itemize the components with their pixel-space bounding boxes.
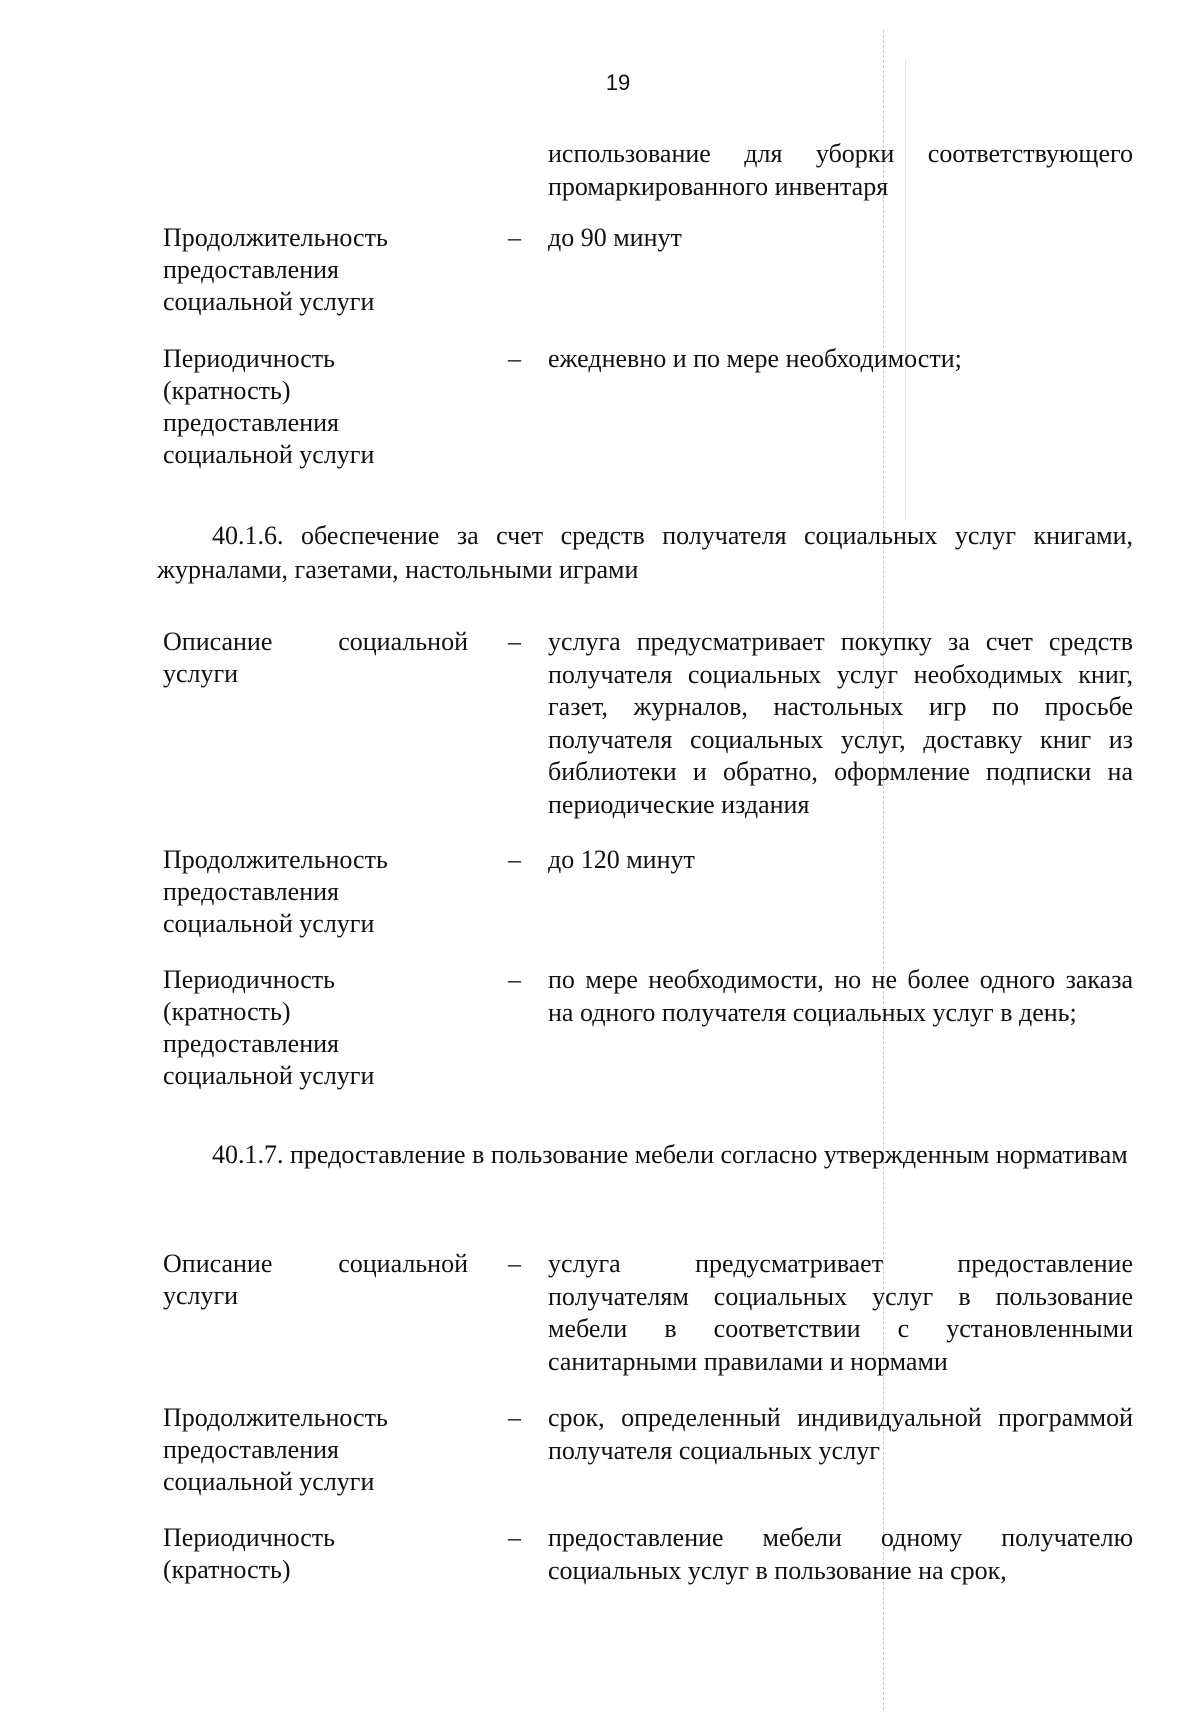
duration-label: Продолжительность предоставления социальной услуги <box>163 223 388 316</box>
scan-artifact-line <box>905 60 906 520</box>
description-value: услуга предусматривает предоставление получателям социальных услуг в пользование мебели в соответствии с установленными санитарными правилами и нормами <box>548 1249 1133 1376</box>
frequency-value: по мере необходимости, но не более одного заказа на одного получателя социальных услуг в день; <box>548 965 1133 1027</box>
frequency-value: предоставление мебели одному получателю социальных услуг в пользование на срок, <box>548 1523 1133 1585</box>
dash-separator: – <box>508 845 521 874</box>
duration-value: до 90 минут <box>548 223 682 252</box>
continuation-text: использование для уборки соответствующего промаркированного инвентаря <box>548 139 1133 201</box>
description-value: услуга предусматривает покупку за счет средств получателя социальных услуг необходимых книг, газет, журналов, настольных игр по просьбе получателя социальных услуг, доставку книг из библиотеки и обратно, оформление подписки на периодические издания <box>548 627 1133 819</box>
dash-separator: – <box>508 344 521 373</box>
duration-label: Продолжительность предоставления социальной услуги <box>163 845 388 938</box>
section-heading-40-1-7: 40.1.7. предоставление в пользование мебели согласно утвержденным нормативам <box>212 1140 1128 1169</box>
frequency-value: ежедневно и по мере необходимости; <box>548 344 962 373</box>
duration-value: срок, определенный индивидуальной программой получателя социальных услуг <box>548 1403 1133 1465</box>
description-label: Описание социальной услуги <box>163 1249 468 1310</box>
frequency-label: Периодичность (кратность) предоставления социальной услуги <box>163 344 375 469</box>
dash-separator: – <box>508 627 521 656</box>
dash-separator: – <box>508 1249 521 1278</box>
description-label: Описание социальной услуги <box>163 627 468 688</box>
duration-label: Продолжительность предоставления социальной услуги <box>163 1403 388 1496</box>
page-number: 19 <box>605 70 631 95</box>
duration-value: до 120 минут <box>548 845 695 874</box>
dash-separator: – <box>508 1403 521 1432</box>
dash-separator: – <box>508 965 521 994</box>
frequency-label: Периодичность (кратность) предоставления социальной услуги <box>163 965 375 1090</box>
dash-separator: – <box>508 223 521 252</box>
frequency-label: Периодичность (кратность) <box>163 1523 336 1584</box>
section-heading-40-1-6: 40.1.6. обеспечение за счет средств получателя социальных услуг книгами, журналами, газетами, настольными играми <box>157 521 1133 584</box>
dash-separator: – <box>508 1523 521 1552</box>
